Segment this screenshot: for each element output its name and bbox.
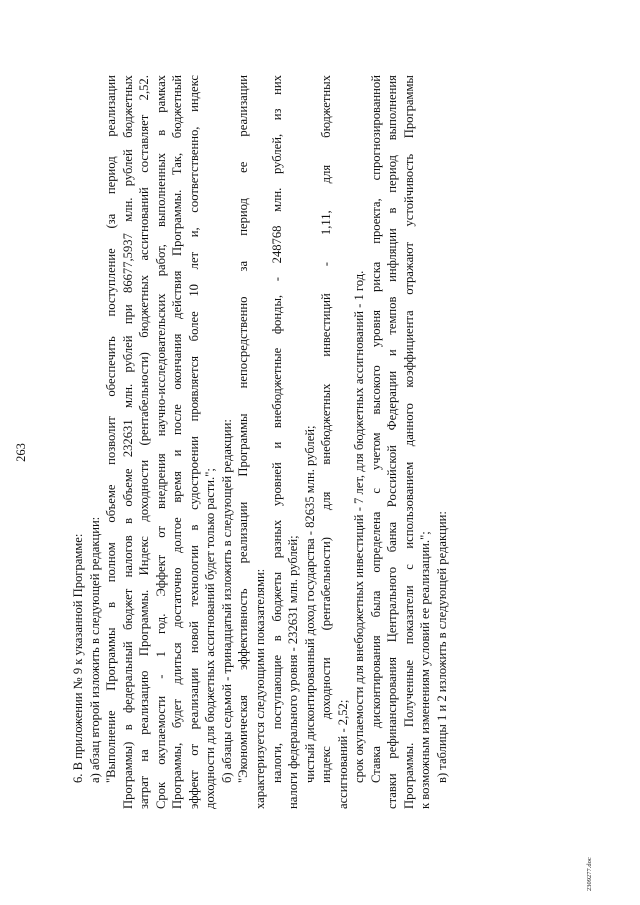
text-line: в) таблицы 1 и 2 изложить в следующей редакции: [435,511,450,783]
text-line: характеризуется следующими показателями: [253,568,268,809]
page-number: 263 [14,443,28,462]
text-line: Программы. Полученные показатели с использованием данного коэффициента отражают устойчивость Программы [401,75,416,809]
text-line: "Экономическая эффективность реализации Программы непосредственно за период ее реализации [236,75,251,783]
text-line: б) абзацы седьмой - тринадцатый изложить в следующей редакции: [219,419,234,783]
text-line: "Выполнение Программы в полном объеме позволит обеспечить поступление (за период реализации [104,75,119,783]
text-line: Программы) в федеральный бюджет налогов в объеме 232631 млн. рублей при 86677,5937 млн. рублей бюджетных [120,75,135,809]
text-line: чистый дисконтированный доход государства - 82635 млн. рублей; [302,425,317,783]
text-line: ставки рефинансирования Центрального банка Российской Федерации и темпов инфляции в период выполнения [385,75,400,809]
text-line: Срок окупаемости - 1 год. Эффект от внедрения научно-исследовательских работ, выполненных в рамках [153,75,168,809]
document-body [70,75,451,809]
text-line: а) абзац второй изложить в следующей редакции: [87,516,102,783]
footer-filename: 2309277.doc [586,857,593,891]
text-line: ассигнований - 2,52; [335,699,350,809]
text-line: налоги, поступающие в бюджеты разных уровней и внебюджетные фонды, - 248768 млн. рублей, из них [269,75,284,783]
text-line: эффект от реализации новой технологии в судостроении проявляется более 10 лет и, соответственно, индекс [186,75,201,809]
text-line: к возможным изменениям условий ее реализации."; [418,531,433,809]
text-line: срок окупаемости для внебюджетных инвестиций - 7 лет, для бюджетных ассигнований - 1 год. [352,270,367,783]
text-line: Ставка дисконтирования была определена с учетом высокого уровня риска проекта, спрогнозированной [368,75,383,783]
text-line: 6. В приложении № 9 к указанной Программе: [71,533,85,783]
text-line: доходности для бюджетных ассигнований будет только расти."; [203,468,218,809]
text-line: затрат на реализацию Программы. Индекс доходности (рентабельности) бюджетных ассигнований составляет 2,52. [137,75,152,809]
text-line: налоги федерального уровня - 232631 млн. рублей; [286,535,301,809]
text-line: Программы, будет длиться достаточно долгое время и после окончания действия Программы. Так, бюджетный [170,75,185,809]
text-line: индекс доходности (рентабельности) для внебюджетных инвестиций - 1,11, для бюджетных [319,75,334,783]
